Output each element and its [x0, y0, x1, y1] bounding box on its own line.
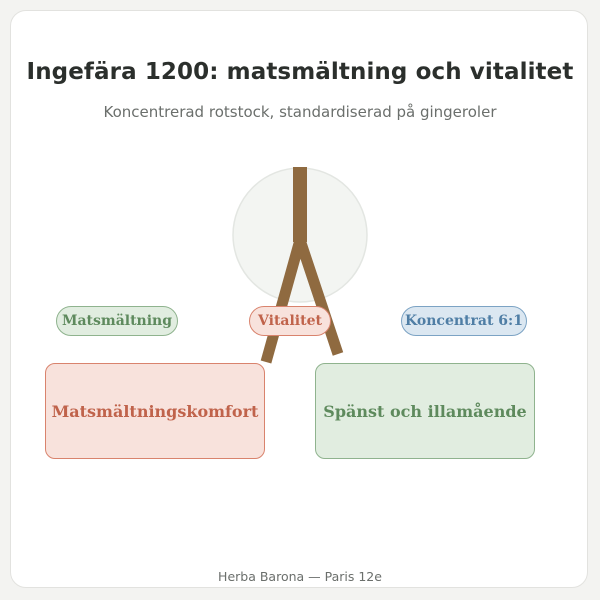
tag-vitalitet: Vitalitet	[249, 306, 331, 336]
footer-text: Herba Barona — Paris 12e	[218, 569, 382, 584]
page-title: Ingefära 1200: matsmältning och vitalitet	[26, 59, 574, 85]
box-spanst-illamaende	[315, 363, 535, 459]
box-left-label: Matsmältningskomfort	[51, 401, 259, 421]
page-subtitle: Koncentrerad rotstock, standardiserad på gingeroler	[103, 103, 497, 121]
tag-koncentrat: Koncentrat 6:1	[401, 306, 527, 336]
box-matsmaltningskomfort	[45, 363, 265, 459]
box-right-label: Spänst och illamående	[323, 401, 527, 421]
tag-matsmaltning: Matsmältning	[56, 306, 178, 336]
